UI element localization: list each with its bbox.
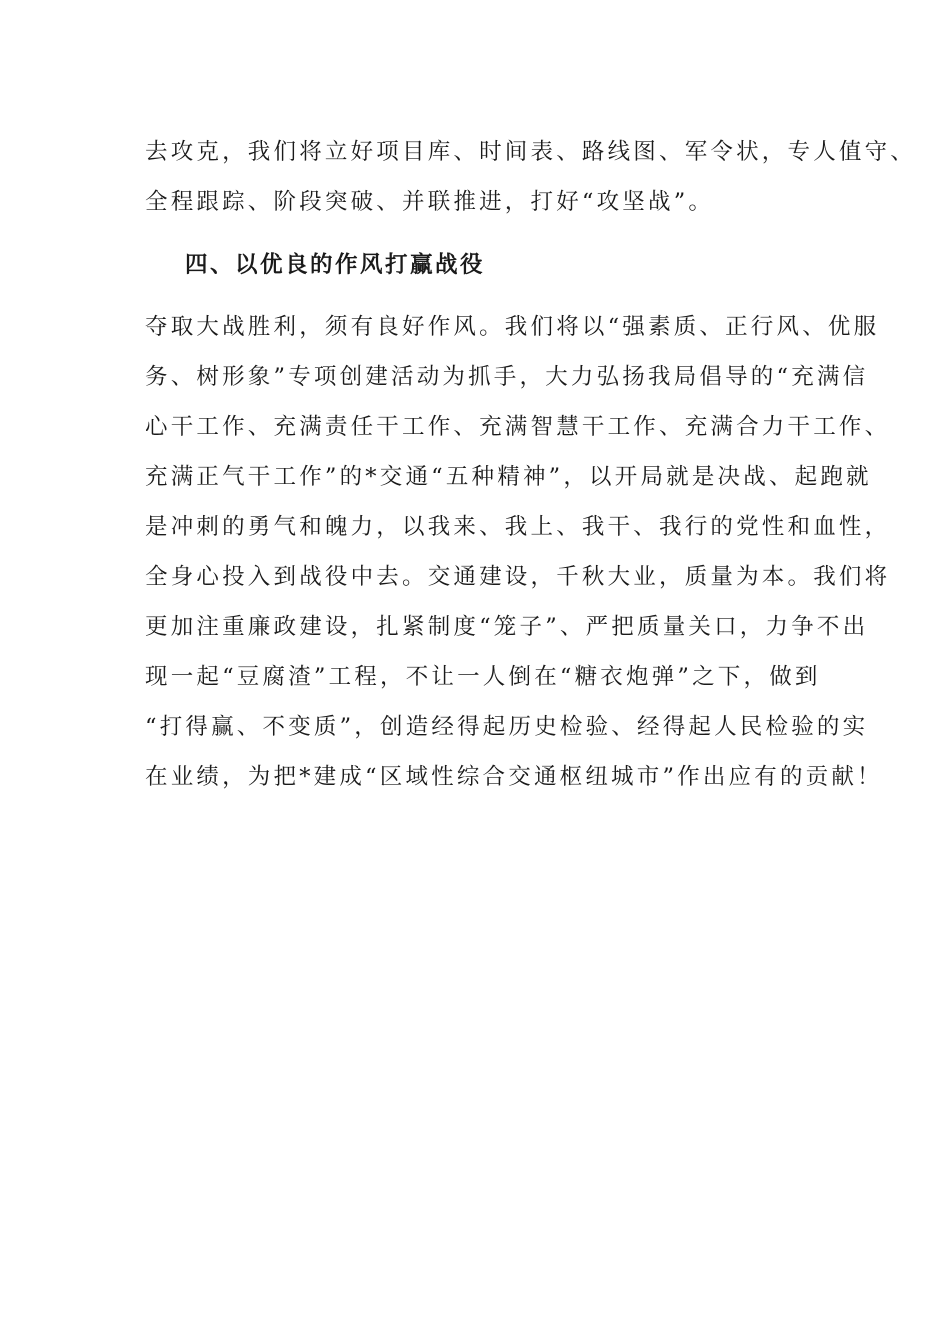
body-line-1: 夺取大战胜利，须有良好作风。我们将以“强素质、正行风、优服 <box>145 314 880 340</box>
body-line-4: 充满正气干工作”的*交通“五种精神”，以开局就是决战、起跑就 <box>145 464 872 490</box>
intro-line-1: 去攻克，我们将立好项目库、时间表、路线图、军令状，专人值守、 <box>145 139 917 165</box>
body-line-3: 心干工作、充满责任干工作、充满智慧干工作、充满合力干工作、 <box>145 414 891 440</box>
intro-line-2: 全程跟踪、阶段突破、并联推进，打好“攻坚战”。 <box>145 189 715 215</box>
body-line-8: 现一起“豆腐渣”工程，不让一人倒在“糖衣炮弹”之下，做到 <box>145 664 821 690</box>
body-line-2: 务、树形象”专项创建活动为抓手，大力弘扬我局倡导的“充满信 <box>145 364 869 390</box>
body-line-7: 更加注重廉政建设，扎紧制度“笼子”、严把质量关口，力争不出 <box>145 614 869 640</box>
section-heading: 四、以优良的作风打赢战役 <box>185 252 486 278</box>
body-line-9: “打得赢、不变质”，创造经得起历史检验、经得起人民检验的实 <box>145 714 869 740</box>
body-line-5: 是冲刺的勇气和魄力，以我来、我上、我干、我行的党性和血性， <box>145 514 891 540</box>
body-line-10: 在业绩，为把*建成“区域性综合交通枢纽城市”作出应有的贡献！ <box>145 764 883 790</box>
body-line-6: 全身心投入到战役中去。交通建设，千秋大业，质量为本。我们将 <box>145 564 891 590</box>
